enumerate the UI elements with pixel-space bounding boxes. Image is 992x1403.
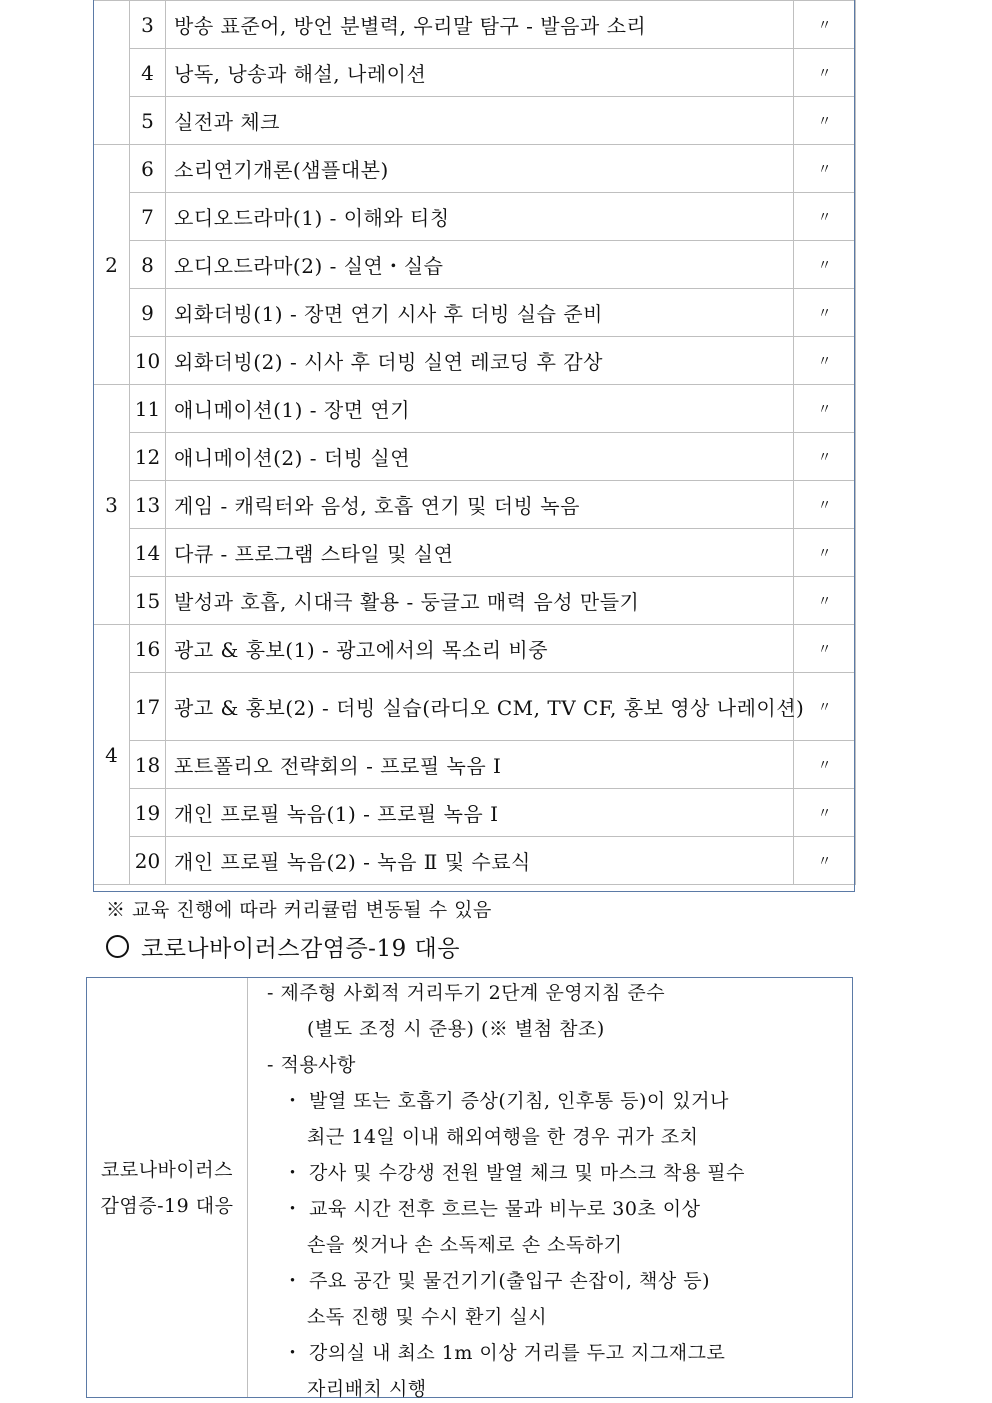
table-row bbox=[94, 1, 856, 49]
ditto-mark: 〃 bbox=[794, 433, 856, 481]
content-line: - 적용사항 bbox=[267, 1054, 356, 1076]
table-border-bottom bbox=[93, 891, 855, 892]
content-line: 최근 14일 이내 해외여행을 한 경우 귀가 조치 bbox=[307, 1126, 699, 1148]
session-number: 10 bbox=[130, 337, 166, 385]
ditto-mark: 〃 bbox=[794, 789, 856, 837]
ditto-mark: 〃 bbox=[794, 673, 856, 741]
session-number: 7 bbox=[130, 193, 166, 241]
ditto-mark: 〃 bbox=[794, 529, 856, 577]
table-border-right bbox=[854, 0, 855, 892]
curriculum-table bbox=[93, 0, 856, 885]
session-title: 발성과 호흡, 시대극 활용 - 둥글고 매력 음성 만들기 bbox=[166, 577, 794, 625]
table-row bbox=[94, 673, 856, 741]
ditto-mark: 〃 bbox=[794, 241, 856, 289]
session-title: 방송 표준어, 방언 분별력, 우리말 탐구 - 발음과 소리 bbox=[166, 1, 794, 49]
session-title: 개인 프로필 녹음(2) - 녹음 Ⅱ 및 수료식 bbox=[166, 837, 794, 885]
covid-label-cell bbox=[87, 978, 248, 1397]
content-line: 자리배치 시행 bbox=[307, 1378, 427, 1400]
session-number: 16 bbox=[130, 625, 166, 673]
table-row bbox=[94, 145, 856, 193]
table-border-left bbox=[93, 0, 94, 892]
table-row bbox=[94, 433, 856, 481]
covid-response-table bbox=[86, 977, 853, 1398]
covid-label-line: 감염증-19 대응 bbox=[100, 1194, 234, 1217]
session-title: 광고 & 홍보(2) - 더빙 실습(라디오 CM, TV CF, 홍보 영상 나레이션) bbox=[166, 673, 794, 741]
session-number: 11 bbox=[130, 385, 166, 433]
session-number: 14 bbox=[130, 529, 166, 577]
table-row bbox=[94, 837, 856, 885]
session-number: 4 bbox=[130, 49, 166, 97]
content-line: ・ 발열 또는 호흡기 증상(기침, 인후통 등)이 있거나 bbox=[283, 1090, 729, 1112]
circle-bullet-icon bbox=[106, 935, 129, 958]
session-title: 다큐 - 프로그램 스타일 및 실연 bbox=[166, 529, 794, 577]
session-title: 외화더빙(2) - 시사 후 더빙 실연 레코딩 후 감상 bbox=[166, 337, 794, 385]
content-line: ・ 주요 공간 및 물건기기(출입구 손잡이, 책상 등) bbox=[283, 1270, 711, 1292]
session-number: 20 bbox=[130, 837, 166, 885]
ditto-mark: 〃 bbox=[794, 337, 856, 385]
table-row bbox=[94, 529, 856, 577]
month-cell: 2 bbox=[94, 145, 130, 385]
covid-label-line: 코로나바이러스 bbox=[101, 1158, 233, 1181]
table-row bbox=[94, 49, 856, 97]
content-line: ・ 강의실 내 최소 1m 이상 거리를 두고 지그재그로 bbox=[283, 1342, 726, 1364]
ditto-mark: 〃 bbox=[794, 145, 856, 193]
table-row bbox=[94, 337, 856, 385]
session-title: 소리연기개론(샘플대본) bbox=[166, 145, 794, 193]
session-title: 광고 & 홍보(1) - 광고에서의 목소리 비중 bbox=[166, 625, 794, 673]
session-title: 외화더빙(1) - 장면 연기 시사 후 더빙 실습 준비 bbox=[166, 289, 794, 337]
table-row bbox=[94, 241, 856, 289]
content-line: - 제주형 사회적 거리두기 2단계 운영지침 준수 bbox=[267, 982, 666, 1004]
session-title: 애니메이션(1) - 장면 연기 bbox=[166, 385, 794, 433]
session-number: 19 bbox=[130, 789, 166, 837]
ditto-mark: 〃 bbox=[794, 577, 856, 625]
table-row bbox=[94, 481, 856, 529]
ditto-mark: 〃 bbox=[794, 289, 856, 337]
table-row bbox=[94, 741, 856, 789]
session-number: 18 bbox=[130, 741, 166, 789]
ditto-mark: 〃 bbox=[794, 97, 856, 145]
section-heading bbox=[106, 930, 460, 963]
ditto-mark: 〃 bbox=[794, 385, 856, 433]
month-cell: 3 bbox=[94, 385, 130, 625]
table-row bbox=[94, 289, 856, 337]
month-cell: 4 bbox=[94, 625, 130, 885]
table-row bbox=[94, 97, 856, 145]
session-number: 17 bbox=[130, 673, 166, 741]
session-title: 오디오드라마(2) - 실연・실습 bbox=[166, 241, 794, 289]
session-number: 6 bbox=[130, 145, 166, 193]
ditto-mark: 〃 bbox=[794, 193, 856, 241]
table-row bbox=[94, 625, 856, 673]
ditto-mark: 〃 bbox=[794, 1, 856, 49]
session-number: 3 bbox=[130, 1, 166, 49]
table-row bbox=[94, 385, 856, 433]
session-number: 9 bbox=[130, 289, 166, 337]
ditto-mark: 〃 bbox=[794, 49, 856, 97]
month-cell bbox=[94, 1, 130, 145]
session-title: 오디오드라마(1) - 이해와 티칭 bbox=[166, 193, 794, 241]
table-row bbox=[94, 193, 856, 241]
ditto-mark: 〃 bbox=[794, 837, 856, 885]
session-title: 낭독, 낭송과 해설, 나레이션 bbox=[166, 49, 794, 97]
session-number: 12 bbox=[130, 433, 166, 481]
session-number: 13 bbox=[130, 481, 166, 529]
session-title: 애니메이션(2) - 더빙 실연 bbox=[166, 433, 794, 481]
session-number: 5 bbox=[130, 97, 166, 145]
content-line: ・ 강사 및 수강생 전원 발열 체크 및 마스크 착용 필수 bbox=[283, 1162, 745, 1184]
session-title: 게임 - 캐릭터와 음성, 호흡 연기 및 더빙 녹음 bbox=[166, 481, 794, 529]
covid-content-cell bbox=[249, 978, 852, 1400]
session-title: 실전과 체크 bbox=[166, 97, 794, 145]
curriculum-note: ※ 교육 진행에 따라 커리큘럼 변동될 수 있음 bbox=[106, 899, 492, 921]
content-line: 손을 씻거나 손 소독제로 손 소독하기 bbox=[307, 1234, 623, 1256]
table-row bbox=[94, 789, 856, 837]
section-heading-text: 코로나바이러스감염증-19 대응 bbox=[141, 936, 460, 962]
ditto-mark: 〃 bbox=[794, 481, 856, 529]
session-title: 포트폴리오 전략회의 - 프로필 녹음 Ⅰ bbox=[166, 741, 794, 789]
content-line: ・ 교육 시간 전후 흐르는 물과 비누로 30초 이상 bbox=[283, 1198, 701, 1220]
ditto-mark: 〃 bbox=[794, 741, 856, 789]
ditto-mark: 〃 bbox=[794, 625, 856, 673]
session-number: 15 bbox=[130, 577, 166, 625]
session-title: 개인 프로필 녹음(1) - 프로필 녹음 Ⅰ bbox=[166, 789, 794, 837]
content-line: 소독 진행 및 수시 환기 실시 bbox=[307, 1306, 548, 1328]
table-row bbox=[94, 577, 856, 625]
session-number: 8 bbox=[130, 241, 166, 289]
content-line: (별도 조정 시 준용) (※ 별첨 참조) bbox=[307, 1018, 605, 1040]
